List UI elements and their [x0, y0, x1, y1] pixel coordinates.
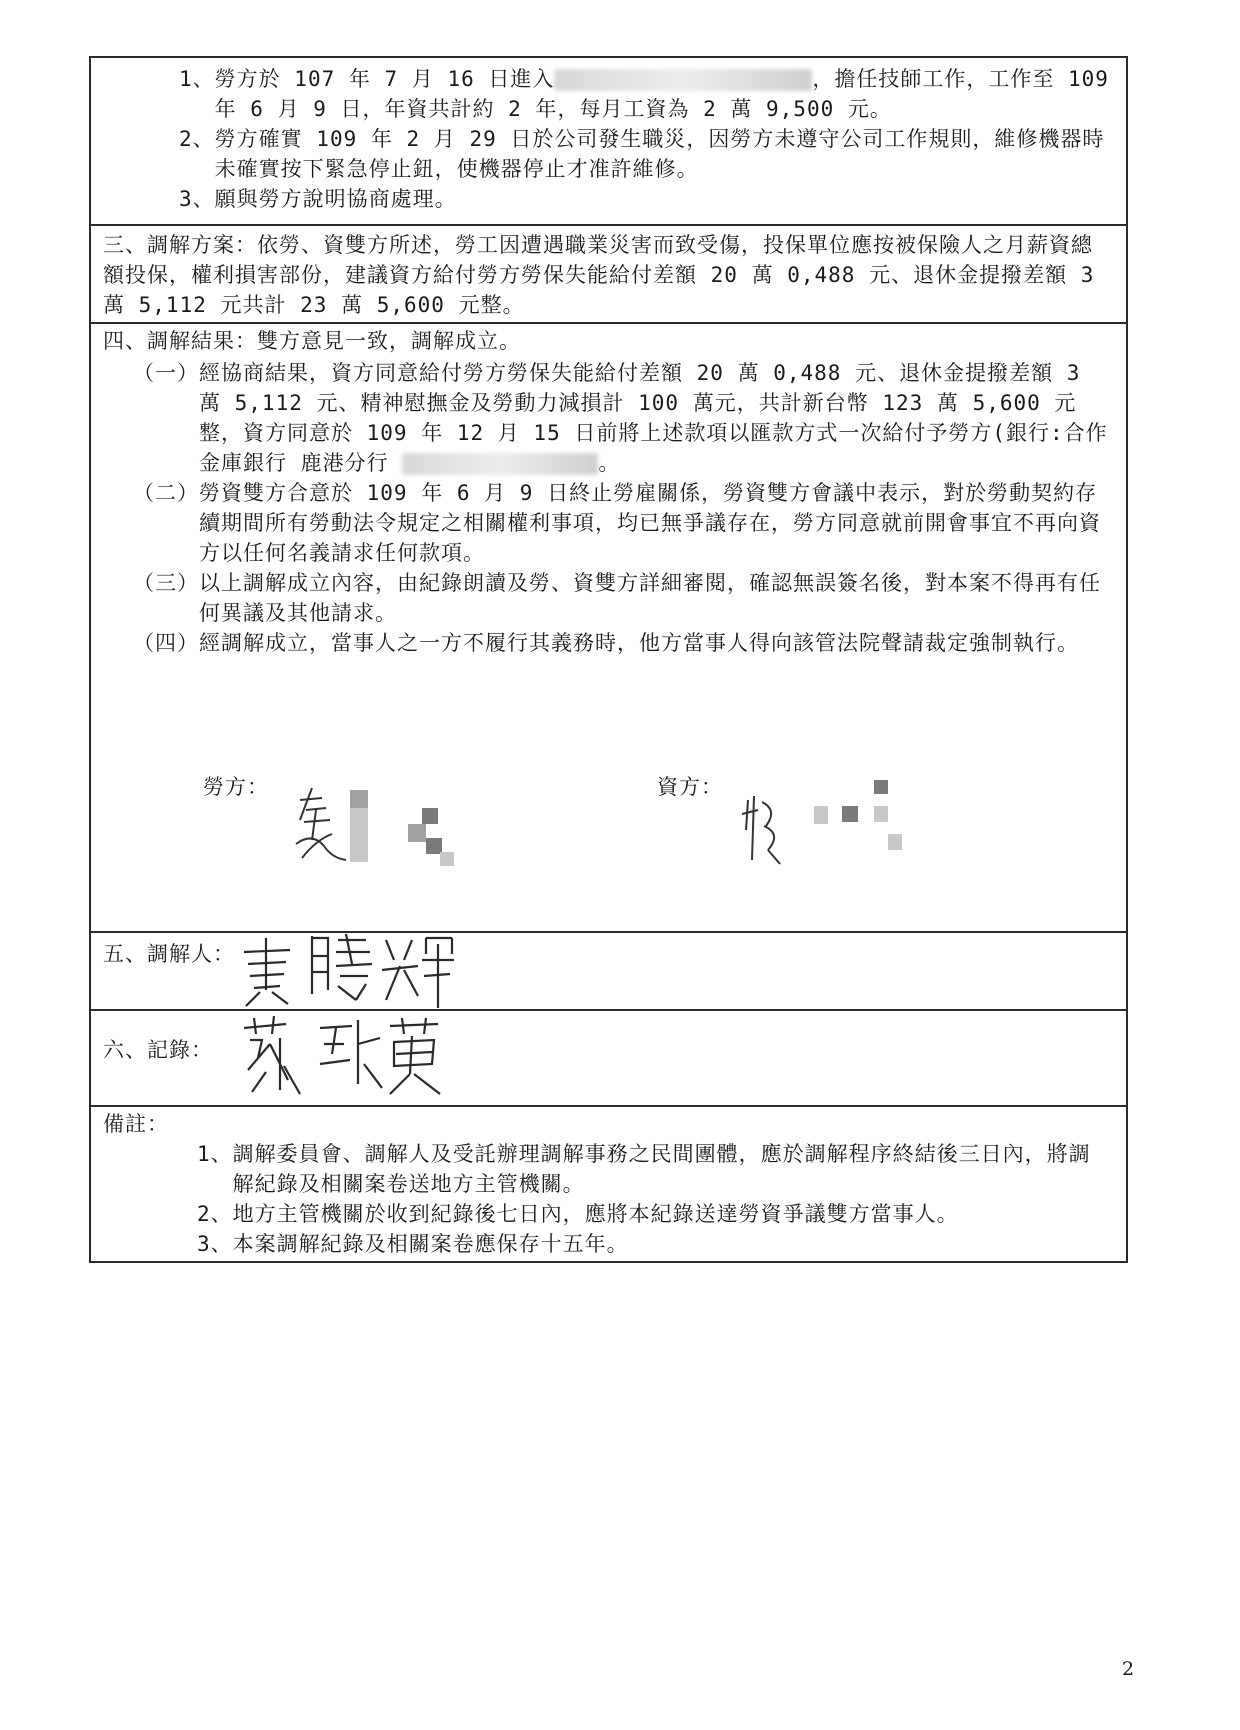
page-number: 2	[1122, 1658, 1135, 1680]
pixelation-block	[440, 852, 454, 866]
labor-label: 勞方：	[203, 775, 269, 799]
pixelation-block	[350, 790, 368, 808]
note-item-text: 本案調解紀錄及相關案卷應保存十五年。	[232, 1232, 629, 1256]
fact-item-text: 勞方於 107 年 7 月 16 日進入	[214, 67, 555, 91]
mediation-plan-text: 三、調解方案：依勞、資雙方所述，勞工因遭遇職業災害而致受傷，投保單位應按被保險人之月薪資總額投保，權利損害部份，建議資方給付勞方勞保失能給付差額 20 萬 0,488 元、退休金提撥差額 3 萬 5,112 元共計 23 萬 5,600 元整。	[103, 233, 1095, 317]
result-item-text: 經調解成立，當事人之一方不履行其義務時，他方當事人得向該管法院聲請裁定強制執行。	[199, 631, 1079, 655]
pixelation-block	[422, 808, 438, 824]
note-item-text: 地方主管機關於收到紀錄後七日內，應將本紀錄送達勞資爭議雙方當事人。	[232, 1202, 959, 1226]
result-item-2	[133, 478, 1108, 568]
result-item-text: 以上調解成立內容，由紀錄朗讀及勞、資雙方詳細審閱，確認無誤簽名後，對本案不得再有任何異議及其他請求。	[199, 571, 1101, 625]
result-item-text: 經協商結果，資方同意給付勞方勞保失能給付差額 20 萬 0,488 元、退休金提撥差額 3 萬 5,112 元、精神慰撫金及勞動力減損計 100 萬元，共計新台幣 123 萬 5,600 元整，資方同意於 109 年 12 月 15 日前將上述款項以匯款方式一次給付予勞方(銀行:合作金庫銀行 鹿港分行	[199, 361, 1108, 475]
mediator-signature	[236, 930, 456, 1010]
result-item-number: （三）	[133, 571, 199, 595]
pixelation-block	[874, 780, 888, 794]
note-item-number: 1、	[197, 1142, 233, 1166]
result-heading: 四、調解結果：雙方意見一致，調解成立。	[103, 329, 521, 353]
result-item-number: （二）	[133, 481, 199, 505]
facts-row	[90, 57, 1127, 225]
recorder-label: 六、記錄：	[103, 1038, 213, 1062]
result-item-text-end: 。	[598, 451, 621, 475]
notes-label: 備註：	[103, 1112, 169, 1136]
note-item-number: 2、	[197, 1202, 233, 1226]
employer-label: 資方：	[657, 775, 723, 799]
result-row	[90, 323, 1127, 932]
plan-row	[90, 225, 1127, 323]
result-item-3	[133, 568, 1108, 628]
pixelation-block	[408, 824, 426, 842]
pixelation-block	[350, 844, 368, 862]
fact-item-text: 願與勞方說明協商處理。	[214, 187, 457, 211]
result-item-1	[133, 358, 1108, 478]
result-item-4	[133, 628, 1108, 658]
notes-row	[90, 1106, 1127, 1262]
result-item-text: 勞資雙方合意於 109 年 6 月 9 日終止勞雇關係，勞資雙方會議中表示，對於勞動契約存續期間所有勞動法令規定之相關權利事項，均已無爭議存在，勞方同意就前開會事宜不再向資方以任何名義請求任何款項。	[199, 481, 1101, 565]
fact-item-text-cont: ，擔任技師工作，工作至 109 年 6 月 9 日，年資共計約 2 年，每月工資為 2 萬 9,500 元。	[214, 67, 1109, 121]
note-item-number: 3、	[197, 1232, 233, 1256]
note-item-text: 調解委員會、調解人及受託辦理調解事務之民間團體，應於調解程序終結後三日內，將調解紀錄及相關案卷送地方主管機關。	[232, 1142, 1091, 1196]
result-item-number: （四）	[133, 631, 199, 655]
fact-item-1	[179, 64, 1112, 124]
mediator-label: 五、調解人：	[103, 942, 235, 966]
fact-item-2	[179, 124, 1112, 184]
fact-item-text: 勞方確實 109 年 2 月 29 日於公司發生職災，因勞方未遵守公司工作規則，維修機器時未確實按下緊急停止鈕，使機器停止才准許維修。	[214, 127, 1105, 181]
pixelation-block	[888, 834, 902, 850]
pixelation-block	[350, 808, 368, 826]
pixelation-block	[842, 806, 858, 822]
employer-signature-stroke	[738, 790, 788, 870]
labor-signature-stroke	[282, 780, 352, 870]
pixelation-block	[814, 806, 828, 824]
result-item-number: （一）	[133, 361, 199, 385]
redacted-account-number	[402, 453, 598, 475]
recorder-signature	[240, 1014, 460, 1098]
pixelation-block	[350, 826, 368, 844]
note-item-1	[197, 1139, 1110, 1199]
fact-item-number: 2、	[179, 127, 215, 151]
note-item-2	[197, 1199, 1110, 1229]
redacted-company-name	[554, 69, 812, 91]
fact-item-number: 3、	[179, 187, 215, 211]
fact-item-3	[179, 184, 1112, 214]
note-item-3	[197, 1229, 1110, 1259]
pixelation-block	[874, 806, 888, 822]
fact-item-number: 1、	[179, 67, 215, 91]
